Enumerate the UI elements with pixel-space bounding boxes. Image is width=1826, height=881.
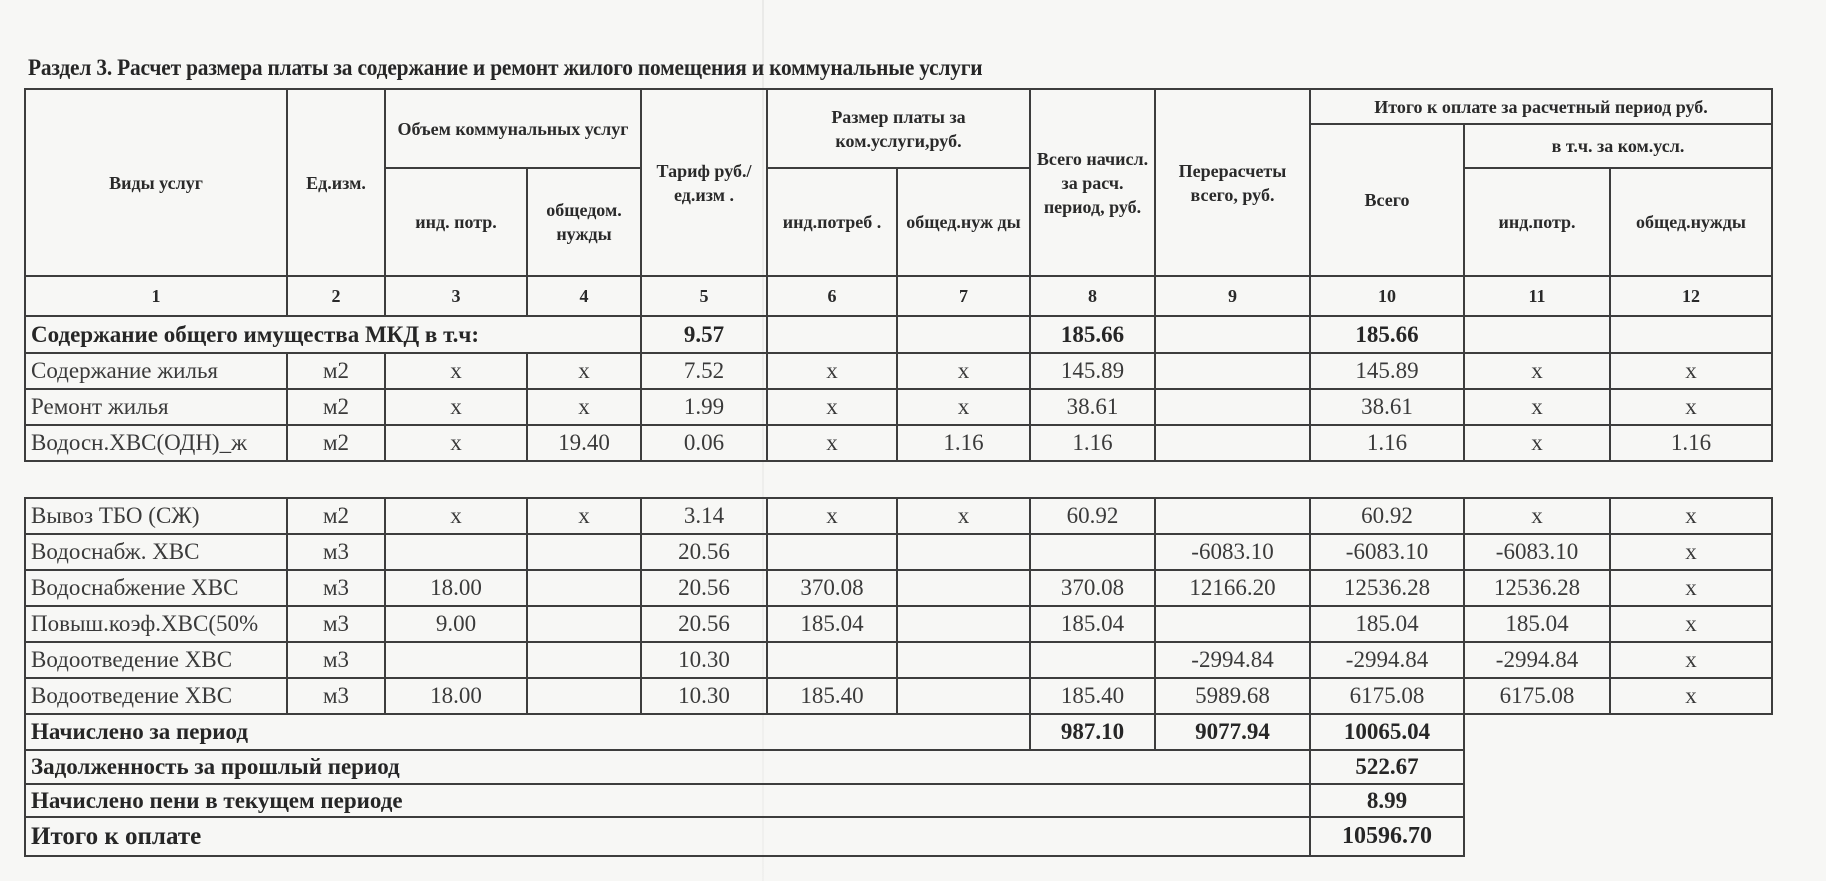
cell-unit: м3 [287,678,385,714]
cell-incl-common: x [1610,353,1772,389]
cell-unit: м3 [287,606,385,642]
cell-name: Повыш.коэф.ХВС(50% [25,606,287,642]
header-incl-utilities: в т.ч. за ком.усл. [1464,124,1772,168]
header-volume-common: общедом. нужды [527,168,641,276]
cell-name: Водоотведение ХВС [25,642,287,678]
cell-to-pay: -2994.84 [1310,642,1464,678]
cell-incl-common: x [1610,389,1772,425]
header-payment-group: Размер платы за ком.услуги,руб. [767,89,1030,168]
cell-total: 145.89 [1030,353,1155,389]
header-incl-ind: инд.потр. [1464,168,1610,276]
cell-tariff: 20.56 [641,534,767,570]
summary-incl-ind [1464,316,1610,353]
service-row [25,678,1772,714]
cell-incl-common: 1.16 [1610,425,1772,461]
cell-tariff: 0.06 [641,425,767,461]
cell-vol-common: 19.40 [527,425,641,461]
cell-vol-ind: x [385,498,527,534]
totals-row-grand [25,817,1772,856]
header-total-accrued: Всего начисл. за расч. период, руб. [1030,89,1155,276]
service-row [25,570,1772,606]
cell-name: Водоснабж. ХВС [25,534,287,570]
cell-pay-common [897,570,1030,606]
cell-total: 185.40 [1030,678,1155,714]
cell-pay-ind: x [767,498,897,534]
cell-to-pay: 185.04 [1310,606,1464,642]
cell-incl-ind: x [1464,425,1610,461]
cell-pay-common: 1.16 [897,425,1030,461]
cell-vol-ind: 18.00 [385,678,527,714]
header-payment-ind: инд.потреб . [767,168,897,276]
cell-unit: м2 [287,498,385,534]
service-row [25,606,1772,642]
cell-to-pay: 38.61 [1310,389,1464,425]
cell-to-pay: 12536.28 [1310,570,1464,606]
cell-vol-common: x [527,498,641,534]
cell-pay-common: x [897,389,1030,425]
cell-incl-common: x [1610,678,1772,714]
column-number: 6 [767,276,897,316]
cell-incl-ind: 6175.08 [1464,678,1610,714]
cell-vol-ind: 18.00 [385,570,527,606]
summary-total: 185.66 [1030,316,1155,353]
summary-pay-ind [767,316,897,353]
cell-incl-common: x [1610,498,1772,534]
cell-total: 185.04 [1030,606,1155,642]
cell-incl-common: x [1610,534,1772,570]
header-recalc: Перерасчеты всего, руб. [1155,89,1310,276]
summary-incl-common [1610,316,1772,353]
cell-unit: м3 [287,570,385,606]
cell-name: Водосн.ХВС(ОДН)_ж [25,425,287,461]
cell-unit: м2 [287,389,385,425]
accrued-label: Начислено за период [25,714,1030,750]
cell-tariff: 20.56 [641,570,767,606]
cell-total [1030,642,1155,678]
summary-to-pay: 185.66 [1310,316,1464,353]
cell-to-pay: 145.89 [1310,353,1464,389]
cell-incl-ind: 185.04 [1464,606,1610,642]
debt-label: Задолженность за прошлый период [25,750,1310,784]
column-number: 8 [1030,276,1155,316]
cell-recalc [1155,389,1310,425]
cell-incl-ind: x [1464,389,1610,425]
cell-pay-ind: x [767,389,897,425]
cell-vol-common [527,534,641,570]
column-number: 2 [287,276,385,316]
totals-row-accrued [25,714,1772,750]
cell-recalc: -2994.84 [1155,642,1310,678]
cell-pay-ind [767,534,897,570]
cell-pay-common: x [897,353,1030,389]
cell-pay-common [897,642,1030,678]
cell-name: Водоотведение ХВС [25,678,287,714]
penalty-value: 8.99 [1310,784,1464,817]
penalty-label: Начислено пени в текущем периоде [25,784,1310,817]
cell-pay-common [897,534,1030,570]
cell-name: Ремонт жилья [25,389,287,425]
column-number: 1 [25,276,287,316]
service-row [25,534,1772,570]
cell-recalc [1155,606,1310,642]
cell-incl-common: x [1610,570,1772,606]
cell-pay-common [897,606,1030,642]
summary-recalc [1155,316,1310,353]
summary-pay-common [897,316,1030,353]
cell-vol-ind: 9.00 [385,606,527,642]
accrued-recalc: 9077.94 [1155,714,1310,750]
cell-recalc [1155,425,1310,461]
column-number: 7 [897,276,1030,316]
service-row [25,498,1772,534]
column-number: 9 [1155,276,1310,316]
cell-pay-ind [767,642,897,678]
cell-total: 60.92 [1030,498,1155,534]
cell-vol-common [527,642,641,678]
cell-tariff: 1.99 [641,389,767,425]
totals-row-penalty [25,784,1772,817]
summary-row-common-property [25,316,1772,353]
header-unit: Ед.изм. [287,89,385,276]
cell-tariff: 3.14 [641,498,767,534]
cell-pay-common [897,678,1030,714]
grand-total-label: Итого к оплате [25,817,1310,856]
cell-pay-ind: x [767,425,897,461]
cell-recalc: -6083.10 [1155,534,1310,570]
summary-name: Содержание общего имущества МКД в т.ч: [25,316,641,353]
cell-to-pay: 6175.08 [1310,678,1464,714]
cell-pay-ind: 185.40 [767,678,897,714]
cell-to-pay: -6083.10 [1310,534,1464,570]
cell-vol-ind [385,534,527,570]
cell-recalc [1155,353,1310,389]
cell-incl-ind: 12536.28 [1464,570,1610,606]
cell-tariff: 7.52 [641,353,767,389]
cell-recalc: 5989.68 [1155,678,1310,714]
cell-vol-common [527,570,641,606]
cell-vol-ind: x [385,353,527,389]
header-service-types: Виды услуг [25,89,287,276]
summary-tariff: 9.57 [641,316,767,353]
calculation-table-utilities [24,497,1773,857]
totals-row-debt [25,750,1772,784]
grand-total-value: 10596.70 [1310,817,1464,856]
cell-pay-ind: 185.04 [767,606,897,642]
header-volume-ind: инд. потр. [385,168,527,276]
cell-total: 370.08 [1030,570,1155,606]
header-tariff: Тариф руб./ед.изм . [641,89,767,276]
cell-unit: м2 [287,353,385,389]
calculation-table-main [24,88,1773,462]
header-to-pay-group: Итого к оплате за расчетный период руб. [1310,89,1772,124]
cell-vol-common: x [527,353,641,389]
cell-unit: м3 [287,642,385,678]
cell-to-pay: 1.16 [1310,425,1464,461]
cell-vol-common: x [527,389,641,425]
cell-vol-ind: x [385,425,527,461]
service-row [25,353,1772,389]
cell-pay-common: x [897,498,1030,534]
header-payment-common: общед.нуж ды [897,168,1030,276]
cell-incl-common: x [1610,642,1772,678]
header-incl-common: общед.нужды [1610,168,1772,276]
cell-total: 38.61 [1030,389,1155,425]
cell-unit: м2 [287,425,385,461]
header-volume-group: Объем коммунальных услуг [385,89,641,168]
cell-incl-ind: -6083.10 [1464,534,1610,570]
accrued-total: 987.10 [1030,714,1155,750]
column-number: 11 [1464,276,1610,316]
accrued-to-pay: 10065.04 [1310,714,1464,750]
cell-incl-common: x [1610,606,1772,642]
cell-unit: м3 [287,534,385,570]
section-title: Раздел 3. Расчет размера платы за содержание и ремонт жилого помещения и коммунальные услуги [28,55,983,80]
cell-to-pay: 60.92 [1310,498,1464,534]
cell-name: Содержание жилья [25,353,287,389]
cell-name: Водоснабжение ХВС [25,570,287,606]
service-row [25,389,1772,425]
cell-vol-ind: x [385,389,527,425]
debt-value: 522.67 [1310,750,1464,784]
cell-total [1030,534,1155,570]
header-to-pay-total: Всего [1310,124,1464,276]
service-row [25,425,1772,461]
column-number: 10 [1310,276,1464,316]
column-number: 12 [1610,276,1772,316]
cell-pay-ind: x [767,353,897,389]
cell-tariff: 10.30 [641,642,767,678]
cell-incl-ind: -2994.84 [1464,642,1610,678]
cell-tariff: 20.56 [641,606,767,642]
column-numbers-row [25,276,1772,316]
column-number: 4 [527,276,641,316]
cell-vol-ind [385,642,527,678]
cell-vol-common [527,606,641,642]
cell-vol-common [527,678,641,714]
cell-incl-ind: x [1464,498,1610,534]
service-row [25,642,1772,678]
column-number: 5 [641,276,767,316]
cell-pay-ind: 370.08 [767,570,897,606]
cell-recalc [1155,498,1310,534]
cell-incl-ind: x [1464,353,1610,389]
cell-name: Вывоз ТБО (СЖ) [25,498,287,534]
column-number: 3 [385,276,527,316]
cell-tariff: 10.30 [641,678,767,714]
cell-recalc: 12166.20 [1155,570,1310,606]
cell-total: 1.16 [1030,425,1155,461]
